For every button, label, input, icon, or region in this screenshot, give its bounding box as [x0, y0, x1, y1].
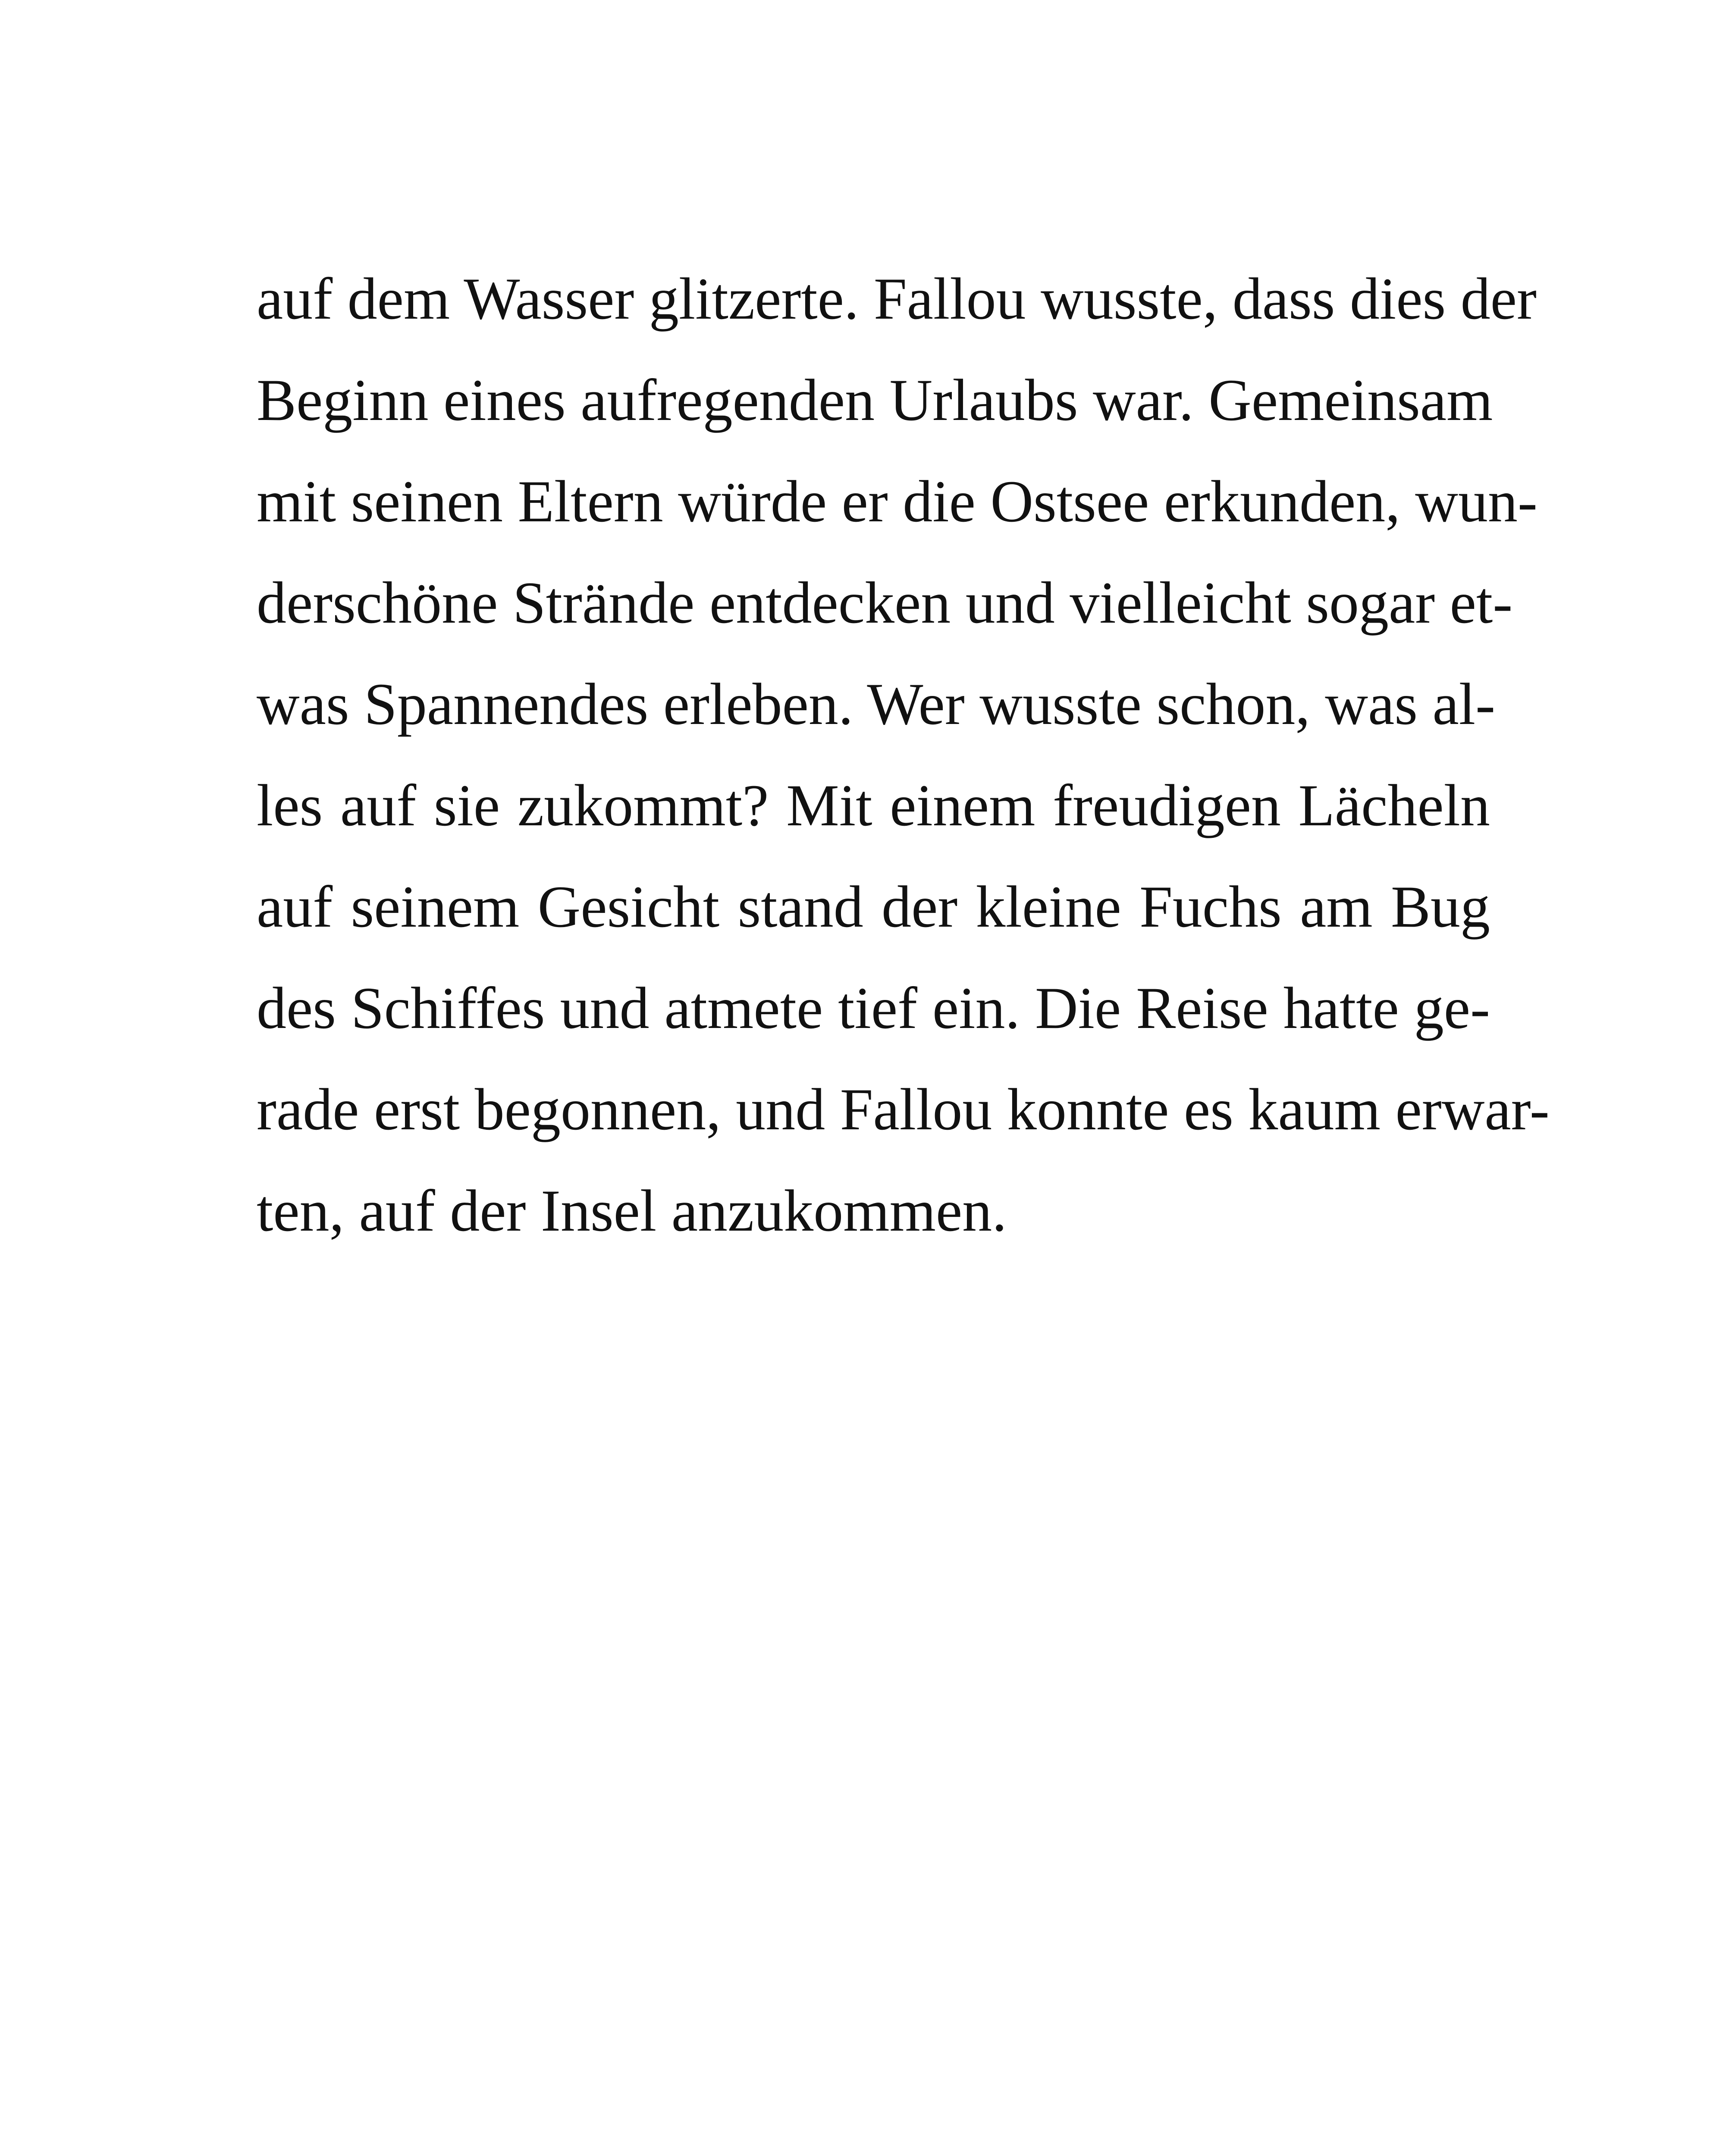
text-line-8: des Schiffes und atmete tief ein. Die Reise hatte ge- [257, 975, 1490, 1041]
text-line-2: Beginn eines aufregenden Urlaubs war. Gemeinsam [257, 367, 1493, 433]
text-line-3: mit seinen Eltern würde er die Ostsee erkunden, wun- [257, 468, 1537, 534]
text-line-4: derschöne Strände entdecken und vielleicht sogar et- [257, 570, 1513, 636]
text-line-6: les auf sie zukommt? Mit einem freudigen Lächeln [257, 772, 1490, 838]
body-paragraph [257, 248, 1550, 1261]
text-line-1: auf dem Wasser glitzerte. Fallou wusste, dass dies der [257, 266, 1537, 332]
text-line-9: rade erst begonnen, und Fallou konnte es kaum erwar- [257, 1076, 1550, 1142]
text-line-7: auf seinem Gesicht stand der kleine Fuchs am Bug [257, 874, 1490, 940]
text-line-5: was Spannendes erleben. Wer wusste schon, was al- [257, 671, 1496, 737]
text-line-10: ten, auf der Insel anzukommen. [257, 1178, 1007, 1244]
